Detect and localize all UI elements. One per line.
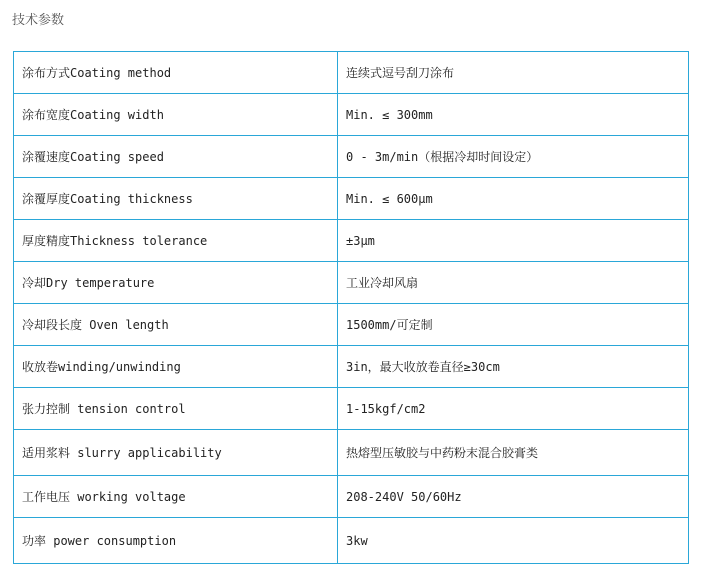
param-value: 连续式逗号刮刀涂布 [338, 52, 689, 94]
param-name: 涂覆速度Coating speed [14, 136, 338, 178]
param-value: 3kw [338, 518, 689, 564]
param-value: Min. ≤ 300mm [338, 94, 689, 136]
param-value: 208-240V 50/60Hz [338, 476, 689, 518]
param-value: 3in，最大收放卷直径≥30cm [338, 346, 689, 388]
table-row [14, 518, 689, 564]
section-title: 技术参数 [12, 13, 65, 28]
param-name: 冷却段长度 Oven length [14, 304, 338, 346]
param-value: 工业冷却风扇 [338, 262, 689, 304]
param-name: 涂覆厚度Coating thickness [14, 178, 338, 220]
param-name: 厚度精度Thickness tolerance [14, 220, 338, 262]
table-row [14, 52, 689, 94]
param-name: 功率 power consumption [14, 518, 338, 564]
table-row [14, 304, 689, 346]
table-row [14, 388, 689, 430]
param-name: 冷却Dry temperature [14, 262, 338, 304]
table-row [14, 262, 689, 304]
param-value: 0 - 3m/min（根据冷却时间设定） [338, 136, 689, 178]
param-value: 1-15kgf/cm2 [338, 388, 689, 430]
param-name: 涂布宽度Coating width [14, 94, 338, 136]
param-value: 1500mm/可定制 [338, 304, 689, 346]
param-name: 涂布方式Coating method [14, 52, 338, 94]
table-row [14, 220, 689, 262]
table-row [14, 476, 689, 518]
table-row [14, 178, 689, 220]
table-row [14, 430, 689, 476]
param-value: ±3μm [338, 220, 689, 262]
param-name: 工作电压 working voltage [14, 476, 338, 518]
param-value: Min. ≤ 600μm [338, 178, 689, 220]
param-name: 适用浆料 slurry applicability [14, 430, 338, 476]
spec-table [13, 51, 689, 564]
param-name: 张力控制 tension control [14, 388, 338, 430]
param-value: 热熔型压敏胶与中药粉末混合胶膏类 [338, 430, 689, 476]
table-row [14, 136, 689, 178]
param-name: 收放卷winding/unwinding [14, 346, 338, 388]
table-row [14, 94, 689, 136]
table-row [14, 346, 689, 388]
